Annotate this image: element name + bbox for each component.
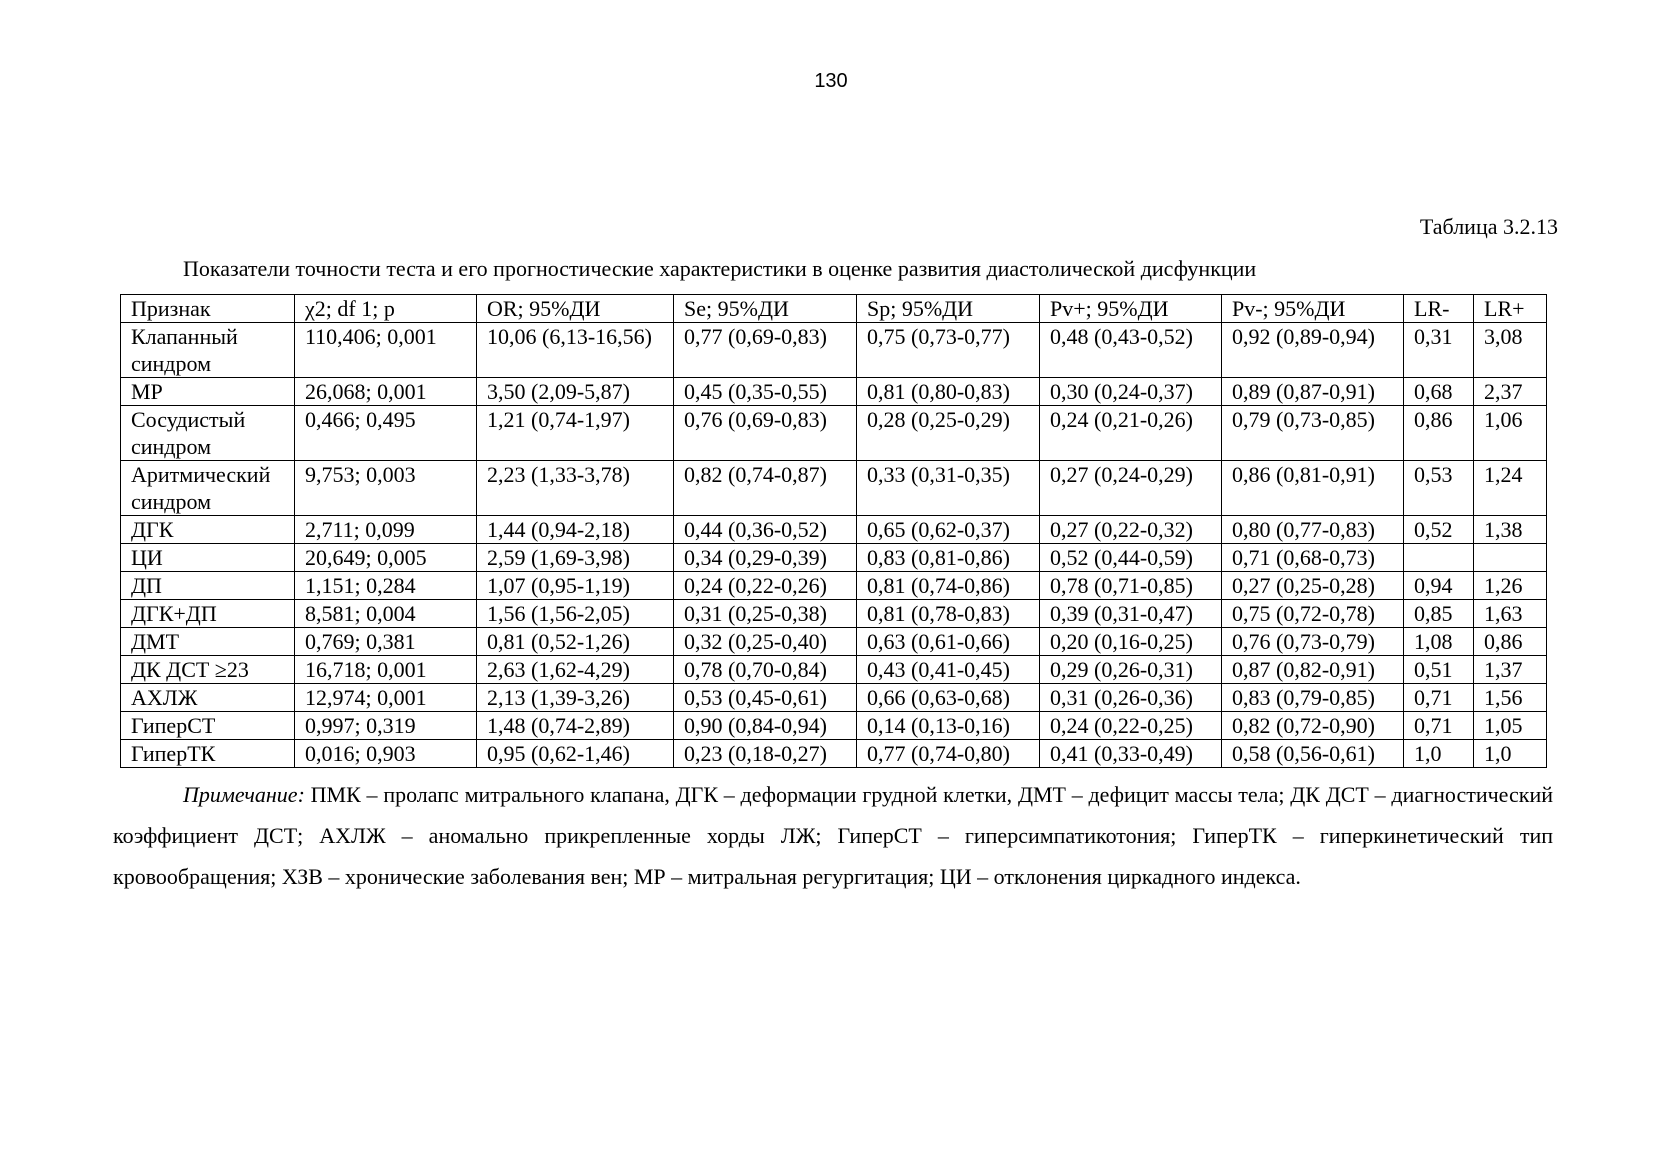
row-label-cell: ГиперСТ — [121, 712, 295, 740]
row-label-cell: Аритмический синдром — [121, 461, 295, 516]
table-cell: 0,28 (0,25-0,29) — [857, 406, 1040, 461]
table-cell: 1,56 — [1474, 684, 1547, 712]
table-cell: 0,78 (0,70-0,84) — [674, 656, 857, 684]
header-cell: χ2; df 1; p — [295, 295, 477, 323]
table-cell: 0,53 (0,45-0,61) — [674, 684, 857, 712]
table-cell: 0,29 (0,26-0,31) — [1040, 656, 1222, 684]
header-cell: Признак — [121, 295, 295, 323]
table-cell: 0,82 (0,74-0,87) — [674, 461, 857, 516]
table-cell: 0,87 (0,82-0,91) — [1222, 656, 1404, 684]
table-cell: 3,50 (2,09-5,87) — [477, 378, 674, 406]
table-body — [121, 323, 1547, 768]
row-label-cell: ДМТ — [121, 628, 295, 656]
table-cell: 0,66 (0,63-0,68) — [857, 684, 1040, 712]
data-table — [120, 294, 1547, 768]
table-cell: 1,63 — [1474, 600, 1547, 628]
table-cell: 0,86 — [1404, 406, 1474, 461]
table-cell: 0,48 (0,43-0,52) — [1040, 323, 1222, 378]
table-cell: 0,89 (0,87-0,91) — [1222, 378, 1404, 406]
table-cell: 0,76 (0,73-0,79) — [1222, 628, 1404, 656]
table-cell: 0,23 (0,18-0,27) — [674, 740, 857, 768]
table-cell: 0,58 (0,56-0,61) — [1222, 740, 1404, 768]
page-number: 130 — [814, 70, 848, 92]
table-note — [113, 774, 1553, 897]
header-cell: LR- — [1404, 295, 1474, 323]
table-cell: 0,27 (0,24-0,29) — [1040, 461, 1222, 516]
table-cell: 0,24 (0,22-0,26) — [674, 572, 857, 600]
table-cell: 0,81 (0,52-1,26) — [477, 628, 674, 656]
table-cell: 1,38 — [1474, 516, 1547, 544]
header-cell: Pv-; 95%ДИ — [1222, 295, 1404, 323]
table-cell: 10,06 (6,13-16,56) — [477, 323, 674, 378]
table-row — [121, 544, 1547, 572]
table-row — [121, 572, 1547, 600]
table-cell: 0,75 (0,73-0,77) — [857, 323, 1040, 378]
table-cell: 2,37 — [1474, 378, 1547, 406]
table-cell: 0,997; 0,319 — [295, 712, 477, 740]
table-cell: 0,81 (0,78-0,83) — [857, 600, 1040, 628]
header-cell: LR+ — [1474, 295, 1547, 323]
table-cell: 0,769; 0,381 — [295, 628, 477, 656]
table-cell: 0,30 (0,24-0,37) — [1040, 378, 1222, 406]
table-cell: 0,71 — [1404, 712, 1474, 740]
table-cell: 0,81 (0,74-0,86) — [857, 572, 1040, 600]
table-cell: 1,0 — [1404, 740, 1474, 768]
table-title: Показатели точности теста и его прогностические характеристики в оценке развития диастолической дисфункции — [183, 256, 1257, 281]
table-cell: 0,41 (0,33-0,49) — [1040, 740, 1222, 768]
row-label-cell: ДП — [121, 572, 295, 600]
table-cell: 0,39 (0,31-0,47) — [1040, 600, 1222, 628]
row-label-cell: ДГК — [121, 516, 295, 544]
row-label-cell: Сосудистый синдром — [121, 406, 295, 461]
table-row — [121, 656, 1547, 684]
table-cell: 0,65 (0,62-0,37) — [857, 516, 1040, 544]
table-row — [121, 712, 1547, 740]
table-cell: 1,48 (0,74-2,89) — [477, 712, 674, 740]
table-cell: 12,974; 0,001 — [295, 684, 477, 712]
table-cell: 1,05 — [1474, 712, 1547, 740]
table-cell: 0,43 (0,41-0,45) — [857, 656, 1040, 684]
table-row — [121, 628, 1547, 656]
table-cell: 0,52 (0,44-0,59) — [1040, 544, 1222, 572]
row-label-cell: МР — [121, 378, 295, 406]
table-cell: 0,83 (0,81-0,86) — [857, 544, 1040, 572]
table-cell: 0,20 (0,16-0,25) — [1040, 628, 1222, 656]
table-cell: 110,406; 0,001 — [295, 323, 477, 378]
table-cell: 0,68 — [1404, 378, 1474, 406]
table-cell: 0,90 (0,84-0,94) — [674, 712, 857, 740]
table-cell: 0,85 — [1404, 600, 1474, 628]
table-cell: 0,82 (0,72-0,90) — [1222, 712, 1404, 740]
table-cell: 0,53 — [1404, 461, 1474, 516]
table-cell: 2,711; 0,099 — [295, 516, 477, 544]
table-cell: 0,31 — [1404, 323, 1474, 378]
table-cell: 2,23 (1,33-3,78) — [477, 461, 674, 516]
table-cell: 0,76 (0,69-0,83) — [674, 406, 857, 461]
table-cell: 1,56 (1,56-2,05) — [477, 600, 674, 628]
table-cell: 26,068; 0,001 — [295, 378, 477, 406]
header-cell: OR; 95%ДИ — [477, 295, 674, 323]
table-row — [121, 600, 1547, 628]
table-cell: 0,71 — [1404, 684, 1474, 712]
table-row — [121, 378, 1547, 406]
table-cell: 0,27 (0,22-0,32) — [1040, 516, 1222, 544]
table-cell: 0,34 (0,29-0,39) — [674, 544, 857, 572]
table-cell: 0,31 (0,25-0,38) — [674, 600, 857, 628]
table-cell: 0,80 (0,77-0,83) — [1222, 516, 1404, 544]
header-cell: Pv+; 95%ДИ — [1040, 295, 1222, 323]
table-cell: 0,94 — [1404, 572, 1474, 600]
table-cell: 0,27 (0,25-0,28) — [1222, 572, 1404, 600]
table-cell: 16,718; 0,001 — [295, 656, 477, 684]
table-cell: 0,77 (0,74-0,80) — [857, 740, 1040, 768]
row-label-cell: Клапанный синдром — [121, 323, 295, 378]
row-label-cell: АХЛЖ — [121, 684, 295, 712]
table-number: Таблица 3.2.13 — [1419, 214, 1558, 239]
table-cell: 0,92 (0,89-0,94) — [1222, 323, 1404, 378]
table-cell: 9,753; 0,003 — [295, 461, 477, 516]
table-cell: 0,24 (0,21-0,26) — [1040, 406, 1222, 461]
table-cell: 1,21 (0,74-1,97) — [477, 406, 674, 461]
table-cell: 0,95 (0,62-1,46) — [477, 740, 674, 768]
table-cell: 0,71 (0,68-0,73) — [1222, 544, 1404, 572]
table-cell: 2,59 (1,69-3,98) — [477, 544, 674, 572]
table-cell: 0,77 (0,69-0,83) — [674, 323, 857, 378]
table-cell: 0,14 (0,13-0,16) — [857, 712, 1040, 740]
table-header-row — [121, 295, 1547, 323]
table-cell: 0,33 (0,31-0,35) — [857, 461, 1040, 516]
row-label-cell: ГиперТК — [121, 740, 295, 768]
table-row — [121, 740, 1547, 768]
table-cell — [1474, 544, 1547, 572]
header-cell: Se; 95%ДИ — [674, 295, 857, 323]
header-cell: Sp; 95%ДИ — [857, 295, 1040, 323]
table-cell: 2,13 (1,39-3,26) — [477, 684, 674, 712]
note-label: Примечание: — [183, 782, 305, 807]
table-cell: 0,32 (0,25-0,40) — [674, 628, 857, 656]
table-cell: 0,45 (0,35-0,55) — [674, 378, 857, 406]
table-cell: 0,24 (0,22-0,25) — [1040, 712, 1222, 740]
table-cell: 1,24 — [1474, 461, 1547, 516]
table-cell: 0,79 (0,73-0,85) — [1222, 406, 1404, 461]
table-cell: 1,0 — [1474, 740, 1547, 768]
table-cell: 1,44 (0,94-2,18) — [477, 516, 674, 544]
table-cell: 0,44 (0,36-0,52) — [674, 516, 857, 544]
table-cell: 0,31 (0,26-0,36) — [1040, 684, 1222, 712]
table-row — [121, 323, 1547, 378]
table-row — [121, 406, 1547, 461]
table-cell: 0,86 — [1474, 628, 1547, 656]
table-cell: 0,83 (0,79-0,85) — [1222, 684, 1404, 712]
table-cell: 1,37 — [1474, 656, 1547, 684]
table-cell: 20,649; 0,005 — [295, 544, 477, 572]
table-cell: 1,06 — [1474, 406, 1547, 461]
table-cell: 0,51 — [1404, 656, 1474, 684]
table-cell: 0,86 (0,81-0,91) — [1222, 461, 1404, 516]
table-cell: 8,581; 0,004 — [295, 600, 477, 628]
table-row — [121, 684, 1547, 712]
table-cell: 0,63 (0,61-0,66) — [857, 628, 1040, 656]
table-cell: 0,466; 0,495 — [295, 406, 477, 461]
row-label-cell: ЦИ — [121, 544, 295, 572]
table-cell — [1404, 544, 1474, 572]
table-cell: 1,08 — [1404, 628, 1474, 656]
table-cell: 0,75 (0,72-0,78) — [1222, 600, 1404, 628]
row-label-cell: ДГК+ДП — [121, 600, 295, 628]
table-cell: 2,63 (1,62-4,29) — [477, 656, 674, 684]
table-cell: 0,016; 0,903 — [295, 740, 477, 768]
table-cell: 0,81 (0,80-0,83) — [857, 378, 1040, 406]
table-cell: 0,52 — [1404, 516, 1474, 544]
table-cell: 3,08 — [1474, 323, 1547, 378]
table-cell: 0,78 (0,71-0,85) — [1040, 572, 1222, 600]
row-label-cell: ДК ДСТ ≥23 — [121, 656, 295, 684]
note-text: ПМК – пролапс митрального клапана, ДГК – деформации грудной клетки, ДМТ – дефицит массы тела; ДК ДСТ – диагностический коэффициент ДСТ; АХЛЖ – аномально прикрепленные хорды ЛЖ; ГиперСТ – гиперсимпатикотония; ГиперТК – гиперкинетический тип кровообращения; ХЗВ – хронические заболевания вен; МР – митральная регургитация; ЦИ – отклонения циркадного индекса. — [113, 782, 1553, 889]
table-row — [121, 461, 1547, 516]
table-cell: 1,151; 0,284 — [295, 572, 477, 600]
table-cell: 1,26 — [1474, 572, 1547, 600]
table-row — [121, 516, 1547, 544]
table-cell: 1,07 (0,95-1,19) — [477, 572, 674, 600]
